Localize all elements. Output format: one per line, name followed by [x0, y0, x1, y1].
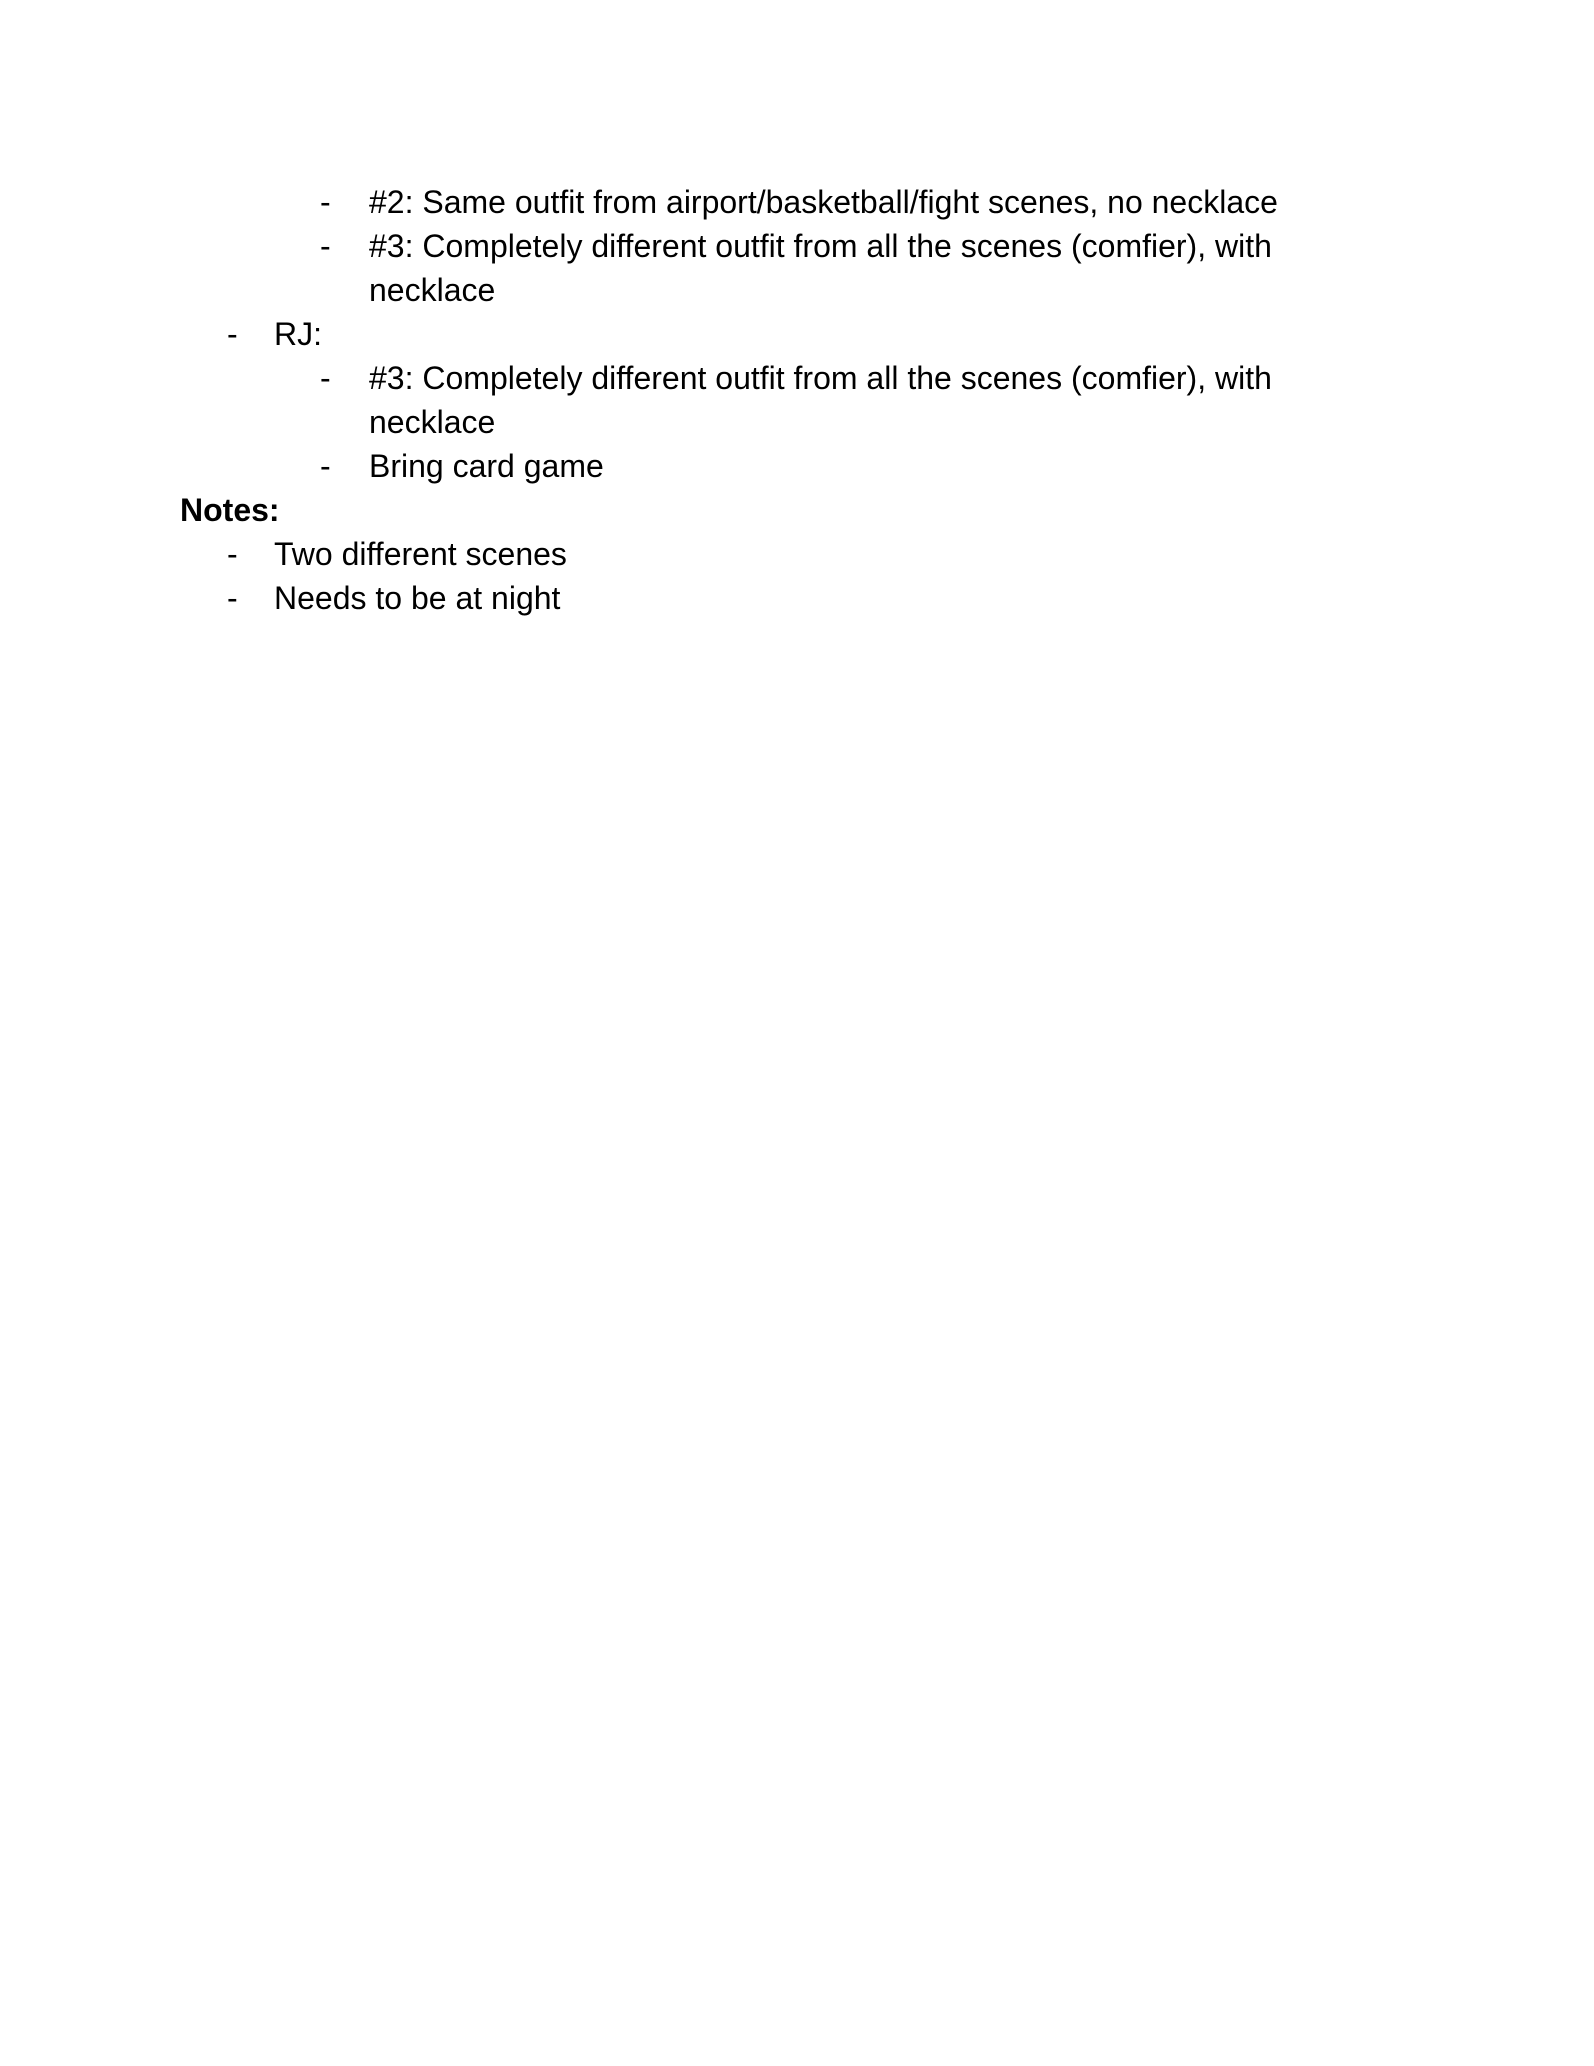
list-item-text: #2: Same outfit from airport/basketball/fight scenes, no necklace	[369, 184, 1278, 220]
notes-item-text: Two different scenes	[274, 536, 567, 572]
list-bullet: -	[320, 360, 331, 396]
list-bullet: -	[227, 580, 238, 616]
list-item-text-continued: necklace	[369, 404, 496, 440]
list-item-text: #3: Completely different outfit from all the scenes (comfier), with	[369, 228, 1272, 264]
list-bullet: -	[320, 448, 331, 484]
list-bullet: -	[320, 184, 331, 220]
list-item-text: Bring card game	[369, 448, 604, 484]
list-item-text-continued: necklace	[369, 272, 496, 308]
list-bullet: -	[320, 228, 331, 264]
list-bullet: -	[227, 536, 238, 572]
notes-heading: Notes:	[180, 492, 280, 528]
list-bullet: -	[227, 316, 238, 352]
character-label: RJ:	[274, 316, 322, 352]
notes-item-text: Needs to be at night	[274, 580, 561, 616]
list-item-text: #3: Completely different outfit from all the scenes (comfier), with	[369, 360, 1272, 396]
